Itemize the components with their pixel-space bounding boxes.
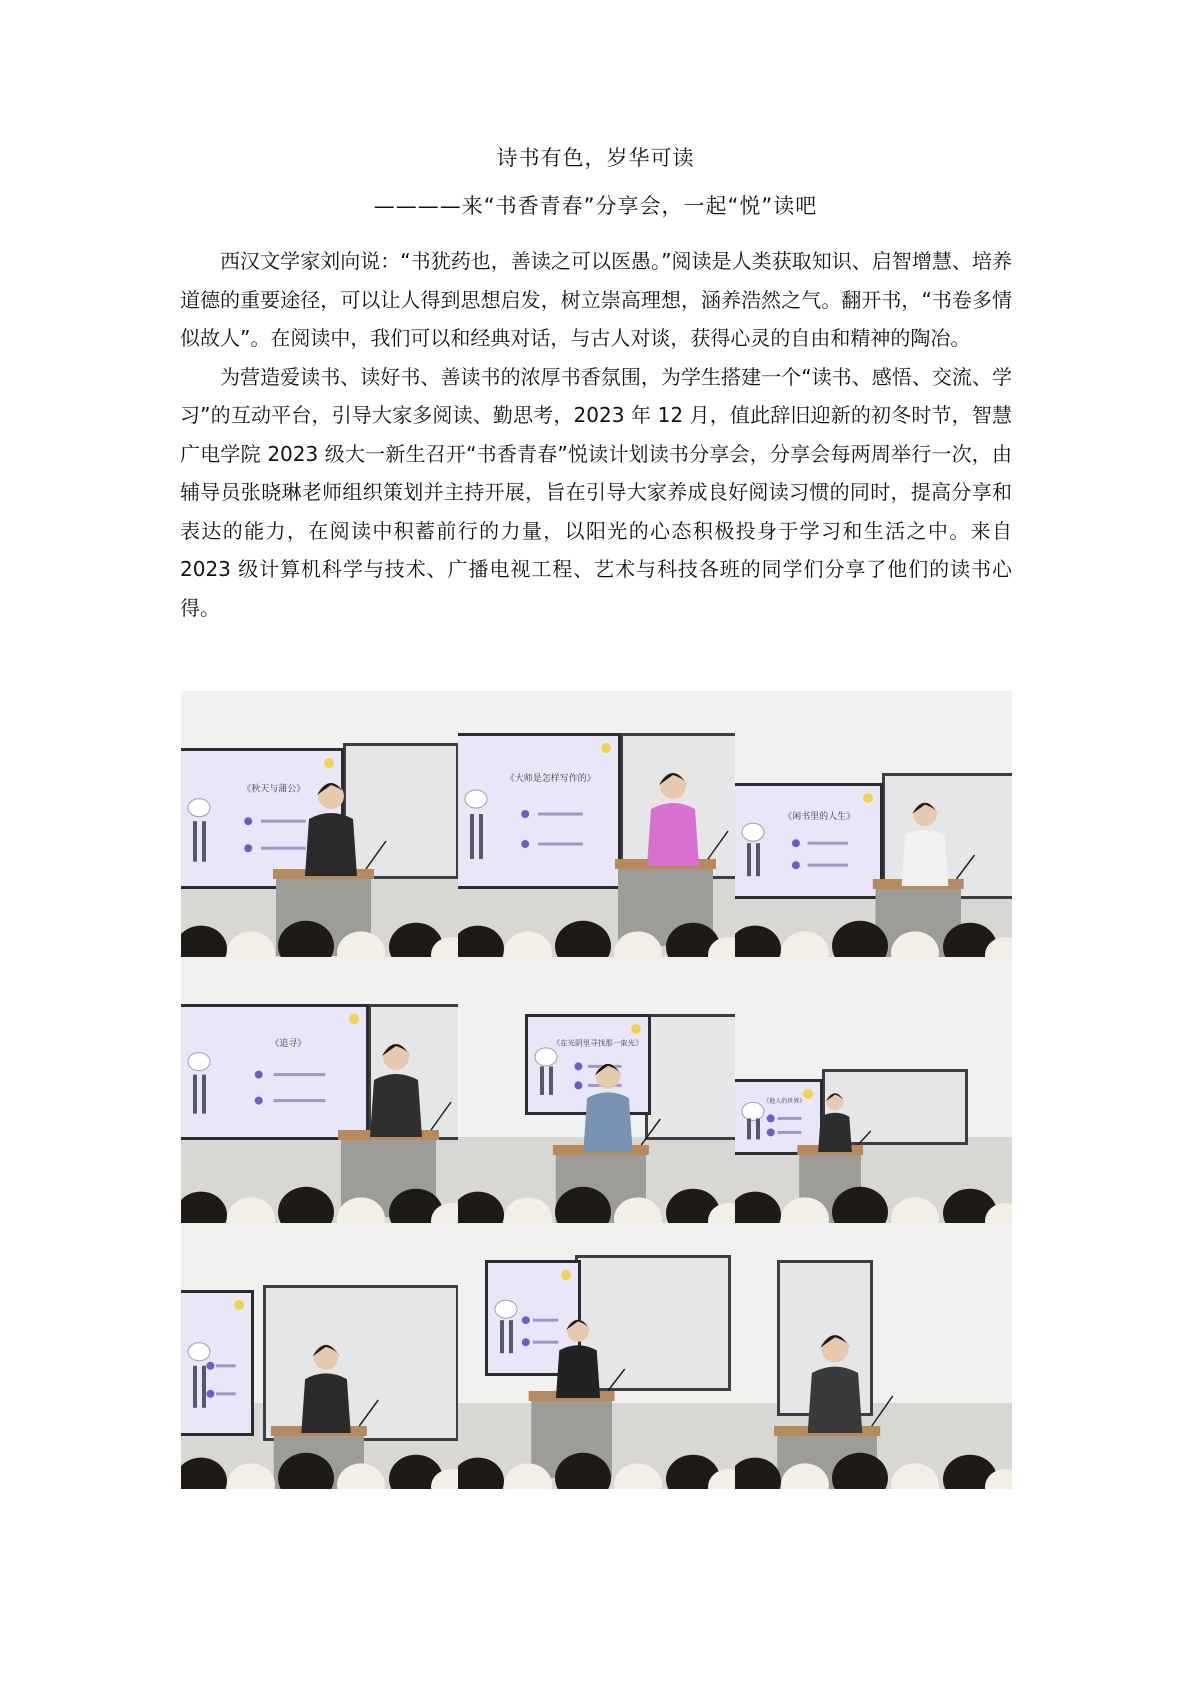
article-subtitle: ————来“书香青春”分享会，一起“悦”读吧 — [373, 194, 818, 218]
paragraph: 西汉文学家刘向说：“书犹药也，善读之可以医愚。”阅读是人类获取知识、启智增慧、培养道德的重要途径，可以让人得到思想启发，树立崇高理想，涵养浩然之气。翻开书，“书卷多情似故人”。在阅读中，我们可以和经典对话，与古人对谈，获得心灵的自由和精神的陶冶。 — [180, 249, 1012, 350]
event-photo — [735, 1223, 1012, 1489]
slide-title: 《追寻》 — [270, 1039, 307, 1049]
article-body — [180, 242, 1012, 627]
event-photo — [181, 1223, 458, 1489]
paragraph: 为营造爱读书、读好书、善读书的浓厚书香氛围，为学生搭建一个“读书、感悟、交流、学习”的互动平台，引导大家多阅读、勤思考，2023 年 12 月，值此辞旧迎新的初冬时节，智慧广电学院 2023 级大一新生召开“书香青春”悦读计划读书分享会，分享会每两周举行一次，由辅导员张晓琳老师组织策划并主持开展，旨在引导大家养成良好阅读习惯的同时，提高分享和表达的能力，在阅读中积蓄前行的力量，以阳光的心态积极投身于学习和生活之中。来自 2023 级计算机科学与技术、广播电视工程、艺术与科技各班的同学们分享了他们的读书心得。 — [180, 364, 1012, 620]
article-title: 诗书有色，岁华可读 — [496, 146, 695, 170]
event-photo — [458, 1223, 735, 1489]
slide-title: 《大师是怎样写作的》 — [505, 774, 596, 784]
event-photo — [458, 691, 735, 957]
event-photo — [181, 691, 458, 957]
photo-illustration — [181, 691, 458, 957]
slide-title: 《闲书里的人生》 — [783, 812, 856, 822]
event-photo — [458, 957, 735, 1223]
photo-illustration — [735, 691, 1012, 957]
slide-title: 《秋天与蒲公》 — [242, 784, 306, 795]
photo-collage — [181, 691, 1012, 1489]
photo-illustration — [181, 957, 458, 1223]
photo-illustration — [735, 1223, 1012, 1489]
slide-title: 《在光阴里寻找那一束光》 — [552, 1038, 643, 1048]
event-photo — [735, 691, 1012, 957]
slide-title: 《他人的世界》 — [763, 1098, 806, 1105]
event-photo — [735, 957, 1012, 1223]
photo-illustration — [735, 957, 1012, 1223]
photo-illustration — [458, 691, 735, 957]
photo-illustration — [181, 1223, 458, 1489]
event-photo — [181, 957, 458, 1223]
photo-illustration — [458, 1223, 735, 1489]
photo-illustration — [458, 957, 735, 1223]
